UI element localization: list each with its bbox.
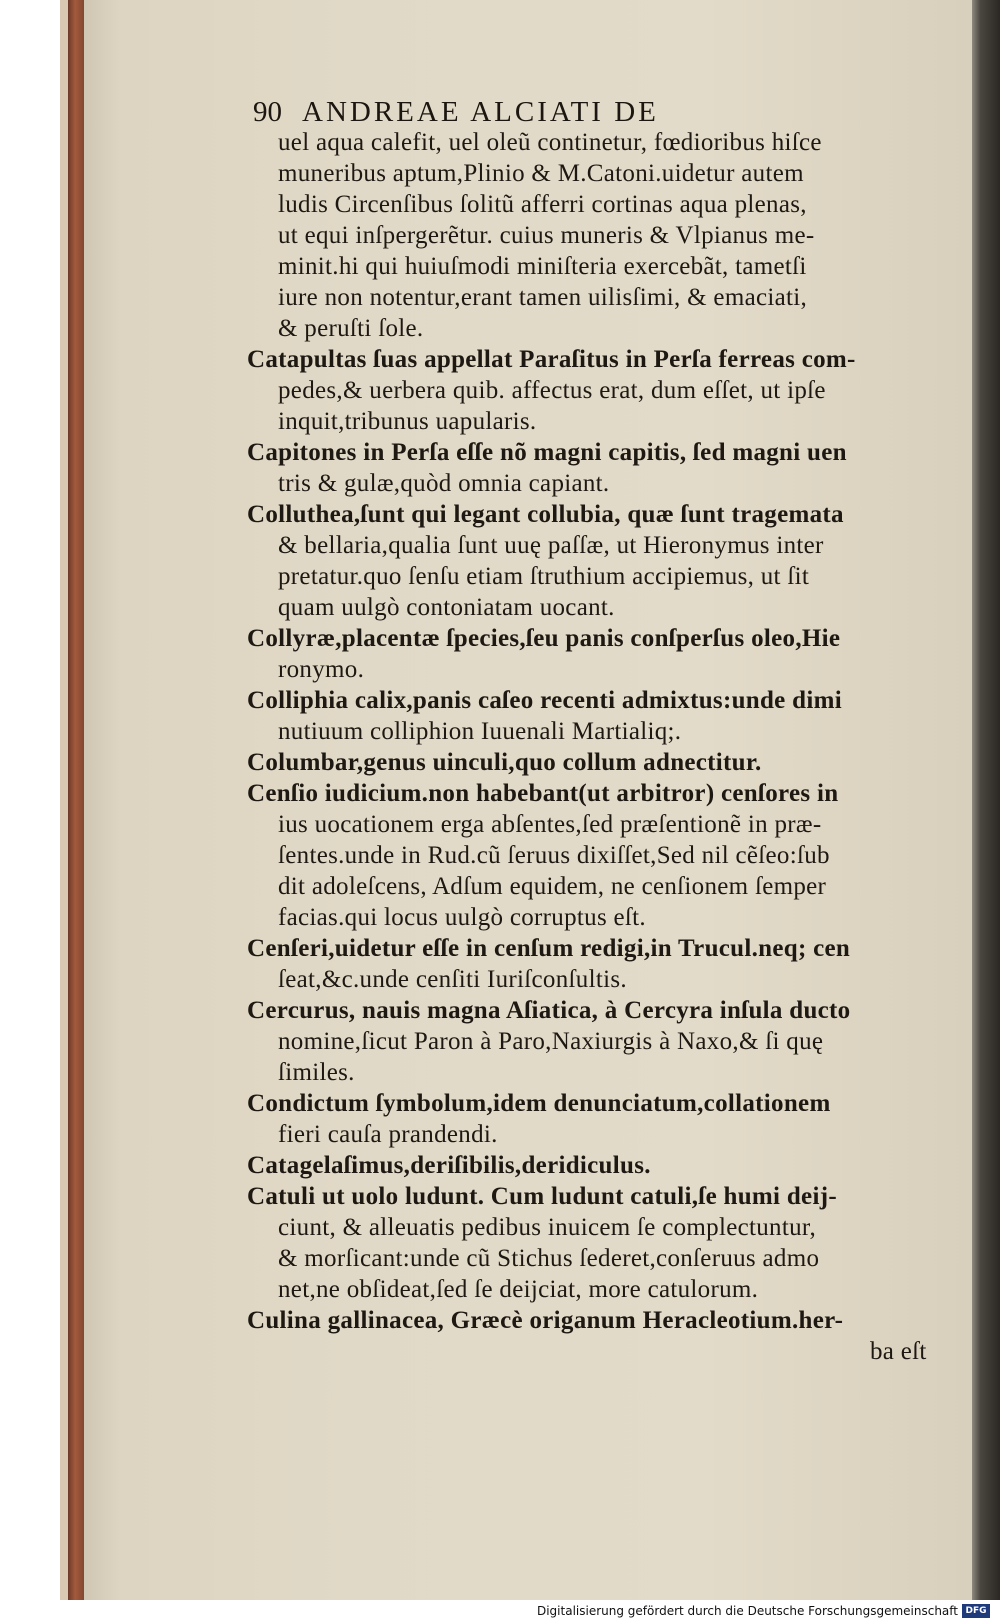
entry-line: Cenſio iudicium.non habebant(ut arbitror) cenſores in bbox=[247, 780, 839, 807]
page-number: 90 bbox=[253, 96, 282, 128]
text-line: quam uulgò contoniatam uocant. bbox=[278, 594, 615, 621]
text-line: dit adoleſcens, Adſum equidem, ne cenſionem ſemper bbox=[278, 873, 827, 900]
catchword: ba eſt bbox=[870, 1338, 927, 1365]
text-line: ſeat,&c.unde cenſiti Iuriſconſultis. bbox=[278, 966, 627, 993]
text-line: & peruſti ſole. bbox=[278, 315, 424, 342]
text-line: ludis Circenſibus ſolitũ afferri cortinas aqua plenas, bbox=[278, 191, 807, 218]
text-line: ronymo. bbox=[278, 656, 365, 683]
text-line: nutiuum colliphion Iuuenali Martialiq;. bbox=[278, 718, 682, 745]
entry-line: Cenſeri,uidetur eſſe in cenſum redigi,in Trucul.neq; cen bbox=[247, 935, 851, 962]
entry-line: Culina gallinacea, Græcè origanum Heracleotium.her- bbox=[247, 1307, 844, 1334]
text-line: minit.hi qui huiuſmodi miniſteria exercebãt, tametſi bbox=[278, 253, 807, 280]
running-title: ANDREAE ALCIATI DE bbox=[302, 96, 659, 128]
footer-credit: Digitalisierung gefördert durch die Deutsche Forschungsgemeinschaft bbox=[536, 1604, 958, 1618]
entry-line: Colliphia calix,panis caſeo recenti admixtus:unde dimi bbox=[247, 687, 842, 714]
entry-line: Columbar,genus uinculi,quo collum adnectitur. bbox=[247, 749, 762, 776]
dfg-logo: DFG bbox=[962, 1604, 990, 1618]
entry-line: Colluthea,ſunt qui legant collubia, quæ ſunt tragemata bbox=[247, 501, 844, 528]
text-line: ſentes.unde in Rud.cũ ſeruus dixiſſet,Sed nil cẽſeo:ſub bbox=[278, 842, 830, 869]
text-line: pretatur.quo ſenſu etiam ſtruthium accipiemus, ut ſit bbox=[278, 563, 810, 590]
text-line: & bellaria,qualia ſunt uuę paſſæ, ut Hieronymus inter bbox=[278, 532, 824, 559]
entry-line: Collyræ,placentæ ſpecies,ſeu panis conſperſus oleo,Hie bbox=[247, 625, 841, 652]
text-line: pedes,& uerbera quib. affectus erat, dum eſſet, ut ipſe bbox=[278, 377, 826, 404]
text-line: ſimiles. bbox=[278, 1059, 355, 1086]
text-line: iure non notentur,erant tamen uilisſimi, & emaciati, bbox=[278, 284, 808, 311]
text-line: & morſicant:unde cũ Stichus ſederet,conſeruus admo bbox=[278, 1245, 820, 1272]
footer-bar bbox=[0, 1600, 1000, 1623]
text-line: uel aqua calefit, uel oleũ continetur, fœdioribus hiſce bbox=[278, 129, 822, 156]
entry-line: Cercurus, nauis magna Aſiatica, à Cercyra inſula ducto bbox=[247, 997, 851, 1024]
text-line: inquit,tribunus uapularis. bbox=[278, 408, 537, 435]
text-line: ciunt, & alleuatis pedibus inuicem ſe complectuntur, bbox=[278, 1214, 817, 1241]
entry-line: Catagelaſimus,deriſibilis,deridiculus. bbox=[247, 1152, 651, 1179]
text-line: net,ne obſideat,ſed ſe deijciat, more catulorum. bbox=[278, 1276, 759, 1303]
text-line: ius uocationem erga abſentes,ſed præſentionẽ in præ- bbox=[278, 811, 822, 838]
text-line: facias.qui locus uulgò corruptus eſt. bbox=[278, 904, 646, 931]
entry-line: Catapultas ſuas appellat Paraſitus in Perſa ferreas com- bbox=[247, 346, 856, 373]
text-line: tris & gulæ,quòd omnia capiant. bbox=[278, 470, 610, 497]
entry-line: Capitones in Perſa eſſe nõ magni capitis, ſed magni uen bbox=[247, 439, 847, 466]
text-line: fieri cauſa prandendi. bbox=[278, 1121, 498, 1148]
text-line: nomine,ſicut Paron à Paro,Naxiurgis à Naxo,& ſi quę bbox=[278, 1028, 824, 1055]
text-line: muneribus aptum,Plinio & M.Catoni.uidetur autem bbox=[278, 160, 804, 187]
entry-line: Condictum ſymbolum,idem denunciatum,collationem bbox=[247, 1090, 831, 1117]
text-line: ut equi inſpergerẽtur. cuius muneris & Vlpianus me- bbox=[278, 222, 815, 249]
entry-line: Catuli ut uolo ludunt. Cum ludunt catuli,ſe humi deij- bbox=[247, 1183, 837, 1210]
